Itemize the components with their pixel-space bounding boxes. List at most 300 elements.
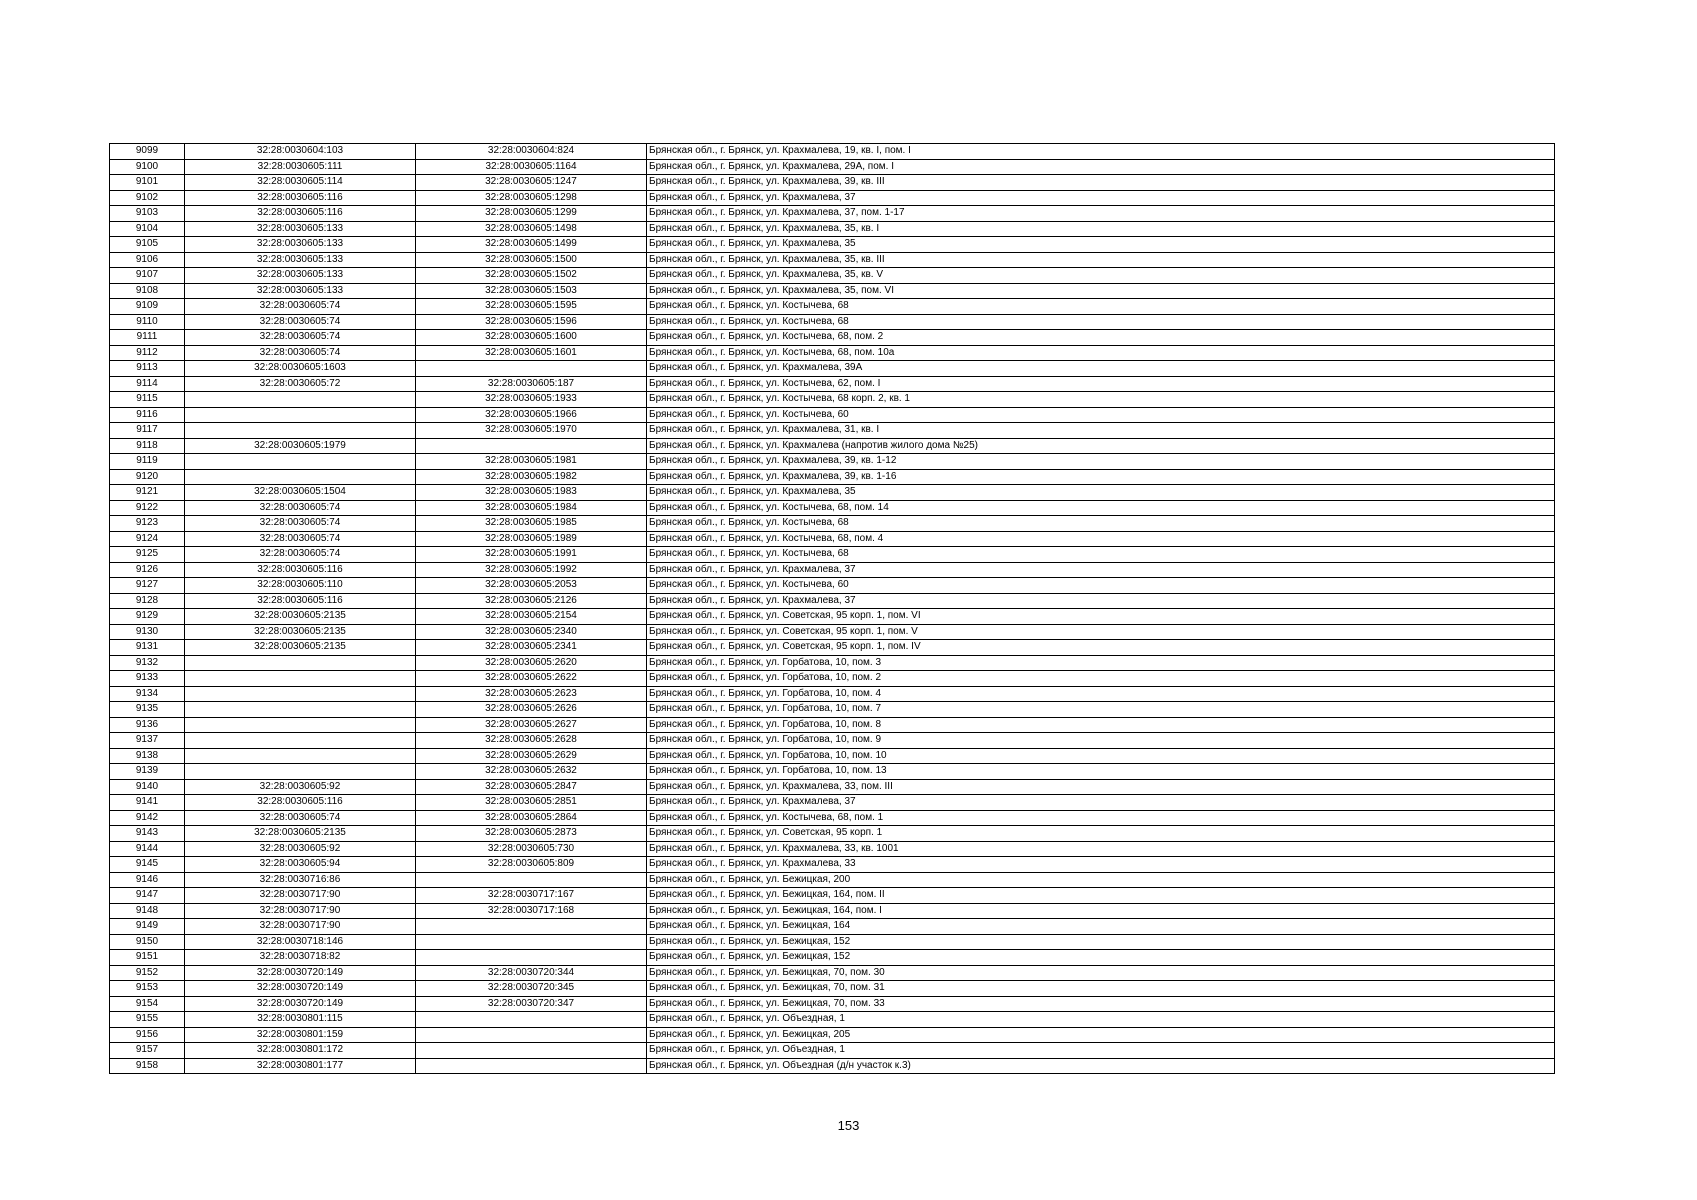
table-row: [110, 516, 1555, 532]
object-cadastral-number-cell: 32:28:0030605:2873: [416, 826, 647, 842]
row-number-cell: 9152: [110, 965, 185, 981]
row-number-cell: 9106: [110, 252, 185, 268]
address-cell: Брянская обл., г. Брянск, ул. Бежицкая, 70, пом. 31: [647, 981, 1555, 997]
land-cadastral-number-cell: [185, 671, 416, 687]
table-row: [110, 500, 1555, 516]
table-row: [110, 1043, 1555, 1059]
address-cell: Брянская обл., г. Брянск, ул. Костычева, 68: [647, 547, 1555, 563]
land-cadastral-number-cell: 32:28:0030605:133: [185, 252, 416, 268]
object-cadastral-number-cell: 32:28:0030605:1981: [416, 454, 647, 470]
address-cell: Брянская обл., г. Брянск, ул. Крахмалева, 33: [647, 857, 1555, 873]
row-number-cell: 9157: [110, 1043, 185, 1059]
object-cadastral-number-cell: 32:28:0030605:2622: [416, 671, 647, 687]
object-cadastral-number-cell: 32:28:0030605:187: [416, 376, 647, 392]
table-row: [110, 423, 1555, 439]
address-cell: Брянская обл., г. Брянск, ул. Объездная, 1: [647, 1012, 1555, 1028]
address-cell: Брянская обл., г. Брянск, ул. Костычева, 68, пом. 14: [647, 500, 1555, 516]
land-cadastral-number-cell: 32:28:0030605:92: [185, 841, 416, 857]
object-cadastral-number-cell: 32:28:0030605:1983: [416, 485, 647, 501]
row-number-cell: 9155: [110, 1012, 185, 1028]
object-cadastral-number-cell: 32:28:0030720:347: [416, 996, 647, 1012]
row-number-cell: 9125: [110, 547, 185, 563]
address-cell: Брянская обл., г. Брянск, ул. Костычева, 68: [647, 314, 1555, 330]
address-cell: Брянская обл., г. Брянск, ул. Крахмалева (напротив жилого дома №25): [647, 438, 1555, 454]
table-row: [110, 144, 1555, 160]
object-cadastral-number-cell: 32:28:0030605:1298: [416, 190, 647, 206]
row-number-cell: 9140: [110, 779, 185, 795]
land-cadastral-number-cell: 32:28:0030605:116: [185, 795, 416, 811]
land-cadastral-number-cell: 32:28:0030605:116: [185, 593, 416, 609]
row-number-cell: 9137: [110, 733, 185, 749]
row-number-cell: 9117: [110, 423, 185, 439]
land-cadastral-number-cell: 32:28:0030801:159: [185, 1027, 416, 1043]
object-cadastral-number-cell: 32:28:0030605:2628: [416, 733, 647, 749]
address-cell: Брянская обл., г. Брянск, ул. Бежицкая, 164, пом. II: [647, 888, 1555, 904]
address-cell: Брянская обл., г. Брянск, ул. Крахмалева, 37: [647, 562, 1555, 578]
land-cadastral-number-cell: 32:28:0030605:74: [185, 330, 416, 346]
land-cadastral-number-cell: [185, 686, 416, 702]
table-row: [110, 686, 1555, 702]
object-cadastral-number-cell: 32:28:0030605:2341: [416, 640, 647, 656]
land-cadastral-number-cell: [185, 702, 416, 718]
table-row: [110, 841, 1555, 857]
table-row: [110, 454, 1555, 470]
object-cadastral-number-cell: 32:28:0030605:1989: [416, 531, 647, 547]
address-cell: Брянская обл., г. Брянск, ул. Горбатова, 10, пом. 4: [647, 686, 1555, 702]
row-number-cell: 9128: [110, 593, 185, 609]
object-cadastral-number-cell: 32:28:0030605:1966: [416, 407, 647, 423]
table-row: [110, 1058, 1555, 1074]
table-row: [110, 655, 1555, 671]
land-cadastral-number-cell: 32:28:0030801:177: [185, 1058, 416, 1074]
object-cadastral-number-cell: 32:28:0030605:730: [416, 841, 647, 857]
table-row: [110, 702, 1555, 718]
address-cell: Брянская обл., г. Брянск, ул. Бежицкая, 152: [647, 950, 1555, 966]
address-cell: Брянская обл., г. Брянск, ул. Бежицкая, 164, пом. I: [647, 903, 1555, 919]
row-number-cell: 9127: [110, 578, 185, 594]
table-row: [110, 407, 1555, 423]
land-cadastral-number-cell: 32:28:0030605:133: [185, 283, 416, 299]
object-cadastral-number-cell: 32:28:0030605:2620: [416, 655, 647, 671]
object-cadastral-number-cell: 32:28:0030605:2340: [416, 624, 647, 640]
row-number-cell: 9156: [110, 1027, 185, 1043]
table-row: [110, 888, 1555, 904]
address-cell: Брянская обл., г. Брянск, ул. Горбатова, 10, пом. 2: [647, 671, 1555, 687]
object-cadastral-number-cell: 32:28:0030605:2629: [416, 748, 647, 764]
land-cadastral-number-cell: 32:28:0030604:103: [185, 144, 416, 160]
address-cell: Брянская обл., г. Брянск, ул. Советская, 95 корп. 1, пом. VI: [647, 609, 1555, 625]
land-cadastral-number-cell: 32:28:0030605:133: [185, 221, 416, 237]
table-row: [110, 1027, 1555, 1043]
land-cadastral-number-cell: [185, 392, 416, 408]
row-number-cell: 9139: [110, 764, 185, 780]
address-cell: Брянская обл., г. Брянск, ул. Крахмалева, 33, пом. III: [647, 779, 1555, 795]
object-cadastral-number-cell: 32:28:0030605:2626: [416, 702, 647, 718]
row-number-cell: 9121: [110, 485, 185, 501]
land-cadastral-number-cell: 32:28:0030605:2135: [185, 624, 416, 640]
table-row: [110, 593, 1555, 609]
address-cell: Брянская обл., г. Брянск, ул. Объездная, 1: [647, 1043, 1555, 1059]
object-cadastral-number-cell: 32:28:0030605:1985: [416, 516, 647, 532]
land-cadastral-number-cell: 32:28:0030720:149: [185, 996, 416, 1012]
row-number-cell: 9099: [110, 144, 185, 160]
object-cadastral-number-cell: 32:28:0030605:1991: [416, 547, 647, 563]
land-cadastral-number-cell: 32:28:0030720:149: [185, 981, 416, 997]
address-cell: Брянская обл., г. Брянск, ул. Горбатова, 10, пом. 7: [647, 702, 1555, 718]
land-cadastral-number-cell: 32:28:0030801:172: [185, 1043, 416, 1059]
table-row: [110, 1012, 1555, 1028]
table-row: [110, 206, 1555, 222]
row-number-cell: 9124: [110, 531, 185, 547]
object-cadastral-number-cell: 32:28:0030717:167: [416, 888, 647, 904]
land-cadastral-number-cell: 32:28:0030605:133: [185, 268, 416, 284]
row-number-cell: 9141: [110, 795, 185, 811]
land-cadastral-number-cell: 32:28:0030605:74: [185, 810, 416, 826]
land-cadastral-number-cell: 32:28:0030605:116: [185, 206, 416, 222]
land-cadastral-number-cell: [185, 407, 416, 423]
address-cell: Брянская обл., г. Брянск, ул. Крахмалева, 29А, пом. I: [647, 159, 1555, 175]
land-cadastral-number-cell: 32:28:0030605:74: [185, 516, 416, 532]
address-cell: Брянская обл., г. Брянск, ул. Бежицкая, 70, пом. 30: [647, 965, 1555, 981]
table-row: [110, 221, 1555, 237]
land-cadastral-number-cell: 32:28:0030605:74: [185, 531, 416, 547]
table-row: [110, 361, 1555, 377]
land-cadastral-number-cell: 32:28:0030605:1979: [185, 438, 416, 454]
land-cadastral-number-cell: [185, 655, 416, 671]
address-cell: Брянская обл., г. Брянск, ул. Горбатова, 10, пом. 9: [647, 733, 1555, 749]
row-number-cell: 9104: [110, 221, 185, 237]
row-number-cell: 9154: [110, 996, 185, 1012]
row-number-cell: 9146: [110, 872, 185, 888]
address-cell: Брянская обл., г. Брянск, ул. Крахмалева, 19, кв. I, пом. I: [647, 144, 1555, 160]
row-number-cell: 9103: [110, 206, 185, 222]
table-row: [110, 919, 1555, 935]
address-cell: Брянская обл., г. Брянск, ул. Костычева, 68, пом. 2: [647, 330, 1555, 346]
address-cell: Брянская обл., г. Брянск, ул. Костычева, 68, пом. 4: [647, 531, 1555, 547]
table-row: [110, 671, 1555, 687]
row-number-cell: 9135: [110, 702, 185, 718]
row-number-cell: 9111: [110, 330, 185, 346]
table-row: [110, 764, 1555, 780]
table-row: [110, 438, 1555, 454]
address-cell: Брянская обл., г. Брянск, ул. Крахмалева, 37: [647, 593, 1555, 609]
row-number-cell: 9133: [110, 671, 185, 687]
row-number-cell: 9148: [110, 903, 185, 919]
address-cell: Брянская обл., г. Брянск, ул. Крахмалева, 39, кв. III: [647, 175, 1555, 191]
land-cadastral-number-cell: 32:28:0030605:2135: [185, 826, 416, 842]
object-cadastral-number-cell: 32:28:0030605:2632: [416, 764, 647, 780]
row-number-cell: 9123: [110, 516, 185, 532]
address-cell: Брянская обл., г. Брянск, ул. Горбатова, 10, пом. 10: [647, 748, 1555, 764]
land-cadastral-number-cell: 32:28:0030720:149: [185, 965, 416, 981]
table-row: [110, 237, 1555, 253]
land-cadastral-number-cell: 32:28:0030605:1504: [185, 485, 416, 501]
object-cadastral-number-cell: 32:28:0030605:1164: [416, 159, 647, 175]
row-number-cell: 9149: [110, 919, 185, 935]
row-number-cell: 9105: [110, 237, 185, 253]
row-number-cell: 9108: [110, 283, 185, 299]
object-cadastral-number-cell: [416, 872, 647, 888]
address-cell: Брянская обл., г. Брянск, ул. Горбатова, 10, пом. 3: [647, 655, 1555, 671]
row-number-cell: 9144: [110, 841, 185, 857]
object-cadastral-number-cell: 32:28:0030605:1982: [416, 469, 647, 485]
land-cadastral-number-cell: 32:28:0030605:74: [185, 547, 416, 563]
table-row: [110, 826, 1555, 842]
row-number-cell: 9130: [110, 624, 185, 640]
table-row: [110, 748, 1555, 764]
object-cadastral-number-cell: 32:28:0030605:1601: [416, 345, 647, 361]
table-row: [110, 578, 1555, 594]
row-number-cell: 9114: [110, 376, 185, 392]
row-number-cell: 9101: [110, 175, 185, 191]
object-cadastral-number-cell: 32:28:0030605:1992: [416, 562, 647, 578]
table-row: [110, 268, 1555, 284]
row-number-cell: 9115: [110, 392, 185, 408]
address-cell: Брянская обл., г. Брянск, ул. Советская, 95 корп. 1, пом. V: [647, 624, 1555, 640]
object-cadastral-number-cell: 32:28:0030720:345: [416, 981, 647, 997]
object-cadastral-number-cell: 32:28:0030605:1500: [416, 252, 647, 268]
row-number-cell: 9113: [110, 361, 185, 377]
address-cell: Брянская обл., г. Брянск, ул. Крахмалева, 33, кв. 1001: [647, 841, 1555, 857]
land-cadastral-number-cell: [185, 733, 416, 749]
address-cell: Брянская обл., г. Брянск, ул. Крахмалева, 35: [647, 237, 1555, 253]
row-number-cell: 9120: [110, 469, 185, 485]
row-number-cell: 9109: [110, 299, 185, 315]
table-row: [110, 562, 1555, 578]
land-cadastral-number-cell: 32:28:0030605:72: [185, 376, 416, 392]
table-row: [110, 345, 1555, 361]
address-cell: Брянская обл., г. Брянск, ул. Бежицкая, 164: [647, 919, 1555, 935]
table-row: [110, 376, 1555, 392]
land-cadastral-number-cell: [185, 469, 416, 485]
row-number-cell: 9143: [110, 826, 185, 842]
land-cadastral-number-cell: 32:28:0030605:74: [185, 345, 416, 361]
row-number-cell: 9126: [110, 562, 185, 578]
table-row: [110, 624, 1555, 640]
row-number-cell: 9151: [110, 950, 185, 966]
row-number-cell: 9100: [110, 159, 185, 175]
object-cadastral-number-cell: 32:28:0030605:2126: [416, 593, 647, 609]
address-cell: Брянская обл., г. Брянск, ул. Костычева, 68, пом. 1: [647, 810, 1555, 826]
table-row: [110, 190, 1555, 206]
object-cadastral-number-cell: 32:28:0030605:2847: [416, 779, 647, 795]
address-cell: Брянская обл., г. Брянск, ул. Крахмалева, 31, кв. I: [647, 423, 1555, 439]
object-cadastral-number-cell: [416, 1012, 647, 1028]
object-cadastral-number-cell: [416, 1058, 647, 1074]
row-number-cell: 9132: [110, 655, 185, 671]
address-cell: Брянская обл., г. Брянск, ул. Крахмалева, 35, пом. VI: [647, 283, 1555, 299]
address-cell: Брянская обл., г. Брянск, ул. Горбатова, 10, пом. 13: [647, 764, 1555, 780]
page-number: 153: [837, 1118, 860, 1133]
land-cadastral-number-cell: 32:28:0030605:74: [185, 314, 416, 330]
object-cadastral-number-cell: 32:28:0030605:1984: [416, 500, 647, 516]
table-row: [110, 314, 1555, 330]
land-cadastral-number-cell: 32:28:0030605:133: [185, 237, 416, 253]
table-row: [110, 965, 1555, 981]
table-row: [110, 640, 1555, 656]
land-cadastral-number-cell: 32:28:0030718:146: [185, 934, 416, 950]
table-row: [110, 330, 1555, 346]
row-number-cell: 9102: [110, 190, 185, 206]
table-row: [110, 283, 1555, 299]
address-cell: Брянская обл., г. Брянск, ул. Бежицкая, 70, пом. 33: [647, 996, 1555, 1012]
land-cadastral-number-cell: 32:28:0030716:86: [185, 872, 416, 888]
object-cadastral-number-cell: [416, 919, 647, 935]
address-cell: Брянская обл., г. Брянск, ул. Костычева, 60: [647, 407, 1555, 423]
row-number-cell: 9150: [110, 934, 185, 950]
land-cadastral-number-cell: 32:28:0030717:90: [185, 903, 416, 919]
table-row: [110, 531, 1555, 547]
address-cell: Брянская обл., г. Брянск, ул. Костычева, 62, пом. I: [647, 376, 1555, 392]
object-cadastral-number-cell: 32:28:0030605:1247: [416, 175, 647, 191]
row-number-cell: 9158: [110, 1058, 185, 1074]
object-cadastral-number-cell: 32:28:0030605:1498: [416, 221, 647, 237]
object-cadastral-number-cell: 32:28:0030605:1499: [416, 237, 647, 253]
address-cell: Брянская обл., г. Брянск, ул. Крахмалева, 37, пом. 1-17: [647, 206, 1555, 222]
land-cadastral-number-cell: 32:28:0030605:110: [185, 578, 416, 594]
object-cadastral-number-cell: 32:28:0030605:2627: [416, 717, 647, 733]
land-cadastral-number-cell: 32:28:0030605:1603: [185, 361, 416, 377]
address-cell: Брянская обл., г. Брянск, ул. Крахмалева, 35, кв. III: [647, 252, 1555, 268]
address-cell: Брянская обл., г. Брянск, ул. Крахмалева, 35, кв. I: [647, 221, 1555, 237]
address-cell: Брянская обл., г. Брянск, ул. Крахмалева, 39А: [647, 361, 1555, 377]
table-row: [110, 857, 1555, 873]
row-number-cell: 9142: [110, 810, 185, 826]
object-cadastral-number-cell: 32:28:0030717:168: [416, 903, 647, 919]
land-cadastral-number-cell: 32:28:0030801:115: [185, 1012, 416, 1028]
object-cadastral-number-cell: 32:28:0030605:1933: [416, 392, 647, 408]
land-cadastral-number-cell: 32:28:0030717:90: [185, 888, 416, 904]
object-cadastral-number-cell: 32:28:0030604:824: [416, 144, 647, 160]
table-row: [110, 779, 1555, 795]
object-cadastral-number-cell: 32:28:0030605:2864: [416, 810, 647, 826]
land-cadastral-number-cell: [185, 423, 416, 439]
address-cell: Брянская обл., г. Брянск, ул. Объездная (д/н участок к.3): [647, 1058, 1555, 1074]
table-row: [110, 252, 1555, 268]
object-cadastral-number-cell: [416, 934, 647, 950]
row-number-cell: 9138: [110, 748, 185, 764]
table-row: [110, 981, 1555, 997]
land-cadastral-number-cell: [185, 748, 416, 764]
row-number-cell: 9107: [110, 268, 185, 284]
land-cadastral-number-cell: [185, 764, 416, 780]
land-cadastral-number-cell: 32:28:0030605:2135: [185, 640, 416, 656]
address-cell: Брянская обл., г. Брянск, ул. Костычева, 68, пом. 10а: [647, 345, 1555, 361]
address-cell: Брянская обл., г. Брянск, ул. Горбатова, 10, пом. 8: [647, 717, 1555, 733]
object-cadastral-number-cell: 32:28:0030605:1596: [416, 314, 647, 330]
address-cell: Брянская обл., г. Брянск, ул. Бежицкая, 205: [647, 1027, 1555, 1043]
address-cell: Брянская обл., г. Брянск, ул. Бежицкая, 152: [647, 934, 1555, 950]
table-row: [110, 733, 1555, 749]
land-cadastral-number-cell: [185, 717, 416, 733]
object-cadastral-number-cell: [416, 1043, 647, 1059]
address-cell: Брянская обл., г. Брянск, ул. Бежицкая, 200: [647, 872, 1555, 888]
object-cadastral-number-cell: 32:28:0030605:809: [416, 857, 647, 873]
table-row: [110, 996, 1555, 1012]
object-cadastral-number-cell: 32:28:0030720:344: [416, 965, 647, 981]
land-cadastral-number-cell: 32:28:0030718:82: [185, 950, 416, 966]
object-cadastral-number-cell: [416, 1027, 647, 1043]
land-cadastral-number-cell: 32:28:0030605:116: [185, 190, 416, 206]
table-row: [110, 950, 1555, 966]
land-cadastral-number-cell: 32:28:0030717:90: [185, 919, 416, 935]
object-cadastral-number-cell: 32:28:0030605:1502: [416, 268, 647, 284]
row-number-cell: 9136: [110, 717, 185, 733]
object-cadastral-number-cell: 32:28:0030605:2154: [416, 609, 647, 625]
row-number-cell: 9116: [110, 407, 185, 423]
address-cell: Брянская обл., г. Брянск, ул. Крахмалева, 35: [647, 485, 1555, 501]
object-cadastral-number-cell: 32:28:0030605:1600: [416, 330, 647, 346]
row-number-cell: 9145: [110, 857, 185, 873]
table-row: [110, 547, 1555, 563]
address-cell: Брянская обл., г. Брянск, ул. Крахмалева, 39, кв. 1-16: [647, 469, 1555, 485]
address-cell: Брянская обл., г. Брянск, ул. Крахмалева, 37: [647, 190, 1555, 206]
address-cell: Брянская обл., г. Брянск, ул. Крахмалева, 35, кв. V: [647, 268, 1555, 284]
object-cadastral-number-cell: 32:28:0030605:2053: [416, 578, 647, 594]
registry-table: [109, 143, 1555, 1074]
address-cell: Брянская обл., г. Брянск, ул. Советская, 95 корп. 1, пом. IV: [647, 640, 1555, 656]
address-cell: Брянская обл., г. Брянск, ул. Советская, 95 корп. 1: [647, 826, 1555, 842]
table-row: [110, 299, 1555, 315]
land-cadastral-number-cell: 32:28:0030605:2135: [185, 609, 416, 625]
land-cadastral-number-cell: 32:28:0030605:94: [185, 857, 416, 873]
row-number-cell: 9112: [110, 345, 185, 361]
address-cell: Брянская обл., г. Брянск, ул. Крахмалева, 39, кв. 1-12: [647, 454, 1555, 470]
row-number-cell: 9122: [110, 500, 185, 516]
row-number-cell: 9129: [110, 609, 185, 625]
row-number-cell: 9119: [110, 454, 185, 470]
table-row: [110, 717, 1555, 733]
row-number-cell: 9118: [110, 438, 185, 454]
row-number-cell: 9147: [110, 888, 185, 904]
row-number-cell: 9110: [110, 314, 185, 330]
table-row: [110, 469, 1555, 485]
table-row: [110, 934, 1555, 950]
table-row: [110, 159, 1555, 175]
object-cadastral-number-cell: 32:28:0030605:1299: [416, 206, 647, 222]
table-row: [110, 609, 1555, 625]
row-number-cell: 9134: [110, 686, 185, 702]
object-cadastral-number-cell: 32:28:0030605:1503: [416, 283, 647, 299]
land-cadastral-number-cell: 32:28:0030605:74: [185, 500, 416, 516]
table-row: [110, 392, 1555, 408]
land-cadastral-number-cell: 32:28:0030605:111: [185, 159, 416, 175]
land-cadastral-number-cell: 32:28:0030605:92: [185, 779, 416, 795]
row-number-cell: 9153: [110, 981, 185, 997]
row-number-cell: 9131: [110, 640, 185, 656]
table-row: [110, 810, 1555, 826]
registry-body: [110, 144, 1555, 1074]
land-cadastral-number-cell: 32:28:0030605:116: [185, 562, 416, 578]
object-cadastral-number-cell: [416, 361, 647, 377]
object-cadastral-number-cell: 32:28:0030605:1970: [416, 423, 647, 439]
object-cadastral-number-cell: [416, 950, 647, 966]
address-cell: Брянская обл., г. Брянск, ул. Костычева, 60: [647, 578, 1555, 594]
object-cadastral-number-cell: 32:28:0030605:1595: [416, 299, 647, 315]
table-row: [110, 175, 1555, 191]
land-cadastral-number-cell: 32:28:0030605:74: [185, 299, 416, 315]
table-row: [110, 795, 1555, 811]
table-row: [110, 903, 1555, 919]
address-cell: Брянская обл., г. Брянск, ул. Костычева, 68: [647, 516, 1555, 532]
object-cadastral-number-cell: 32:28:0030605:2623: [416, 686, 647, 702]
object-cadastral-number-cell: 32:28:0030605:2851: [416, 795, 647, 811]
table-row: [110, 872, 1555, 888]
address-cell: Брянская обл., г. Брянск, ул. Крахмалева, 37: [647, 795, 1555, 811]
address-cell: Брянская обл., г. Брянск, ул. Костычева, 68 корп. 2, кв. 1: [647, 392, 1555, 408]
table-row: [110, 485, 1555, 501]
address-cell: Брянская обл., г. Брянск, ул. Костычева, 68: [647, 299, 1555, 315]
